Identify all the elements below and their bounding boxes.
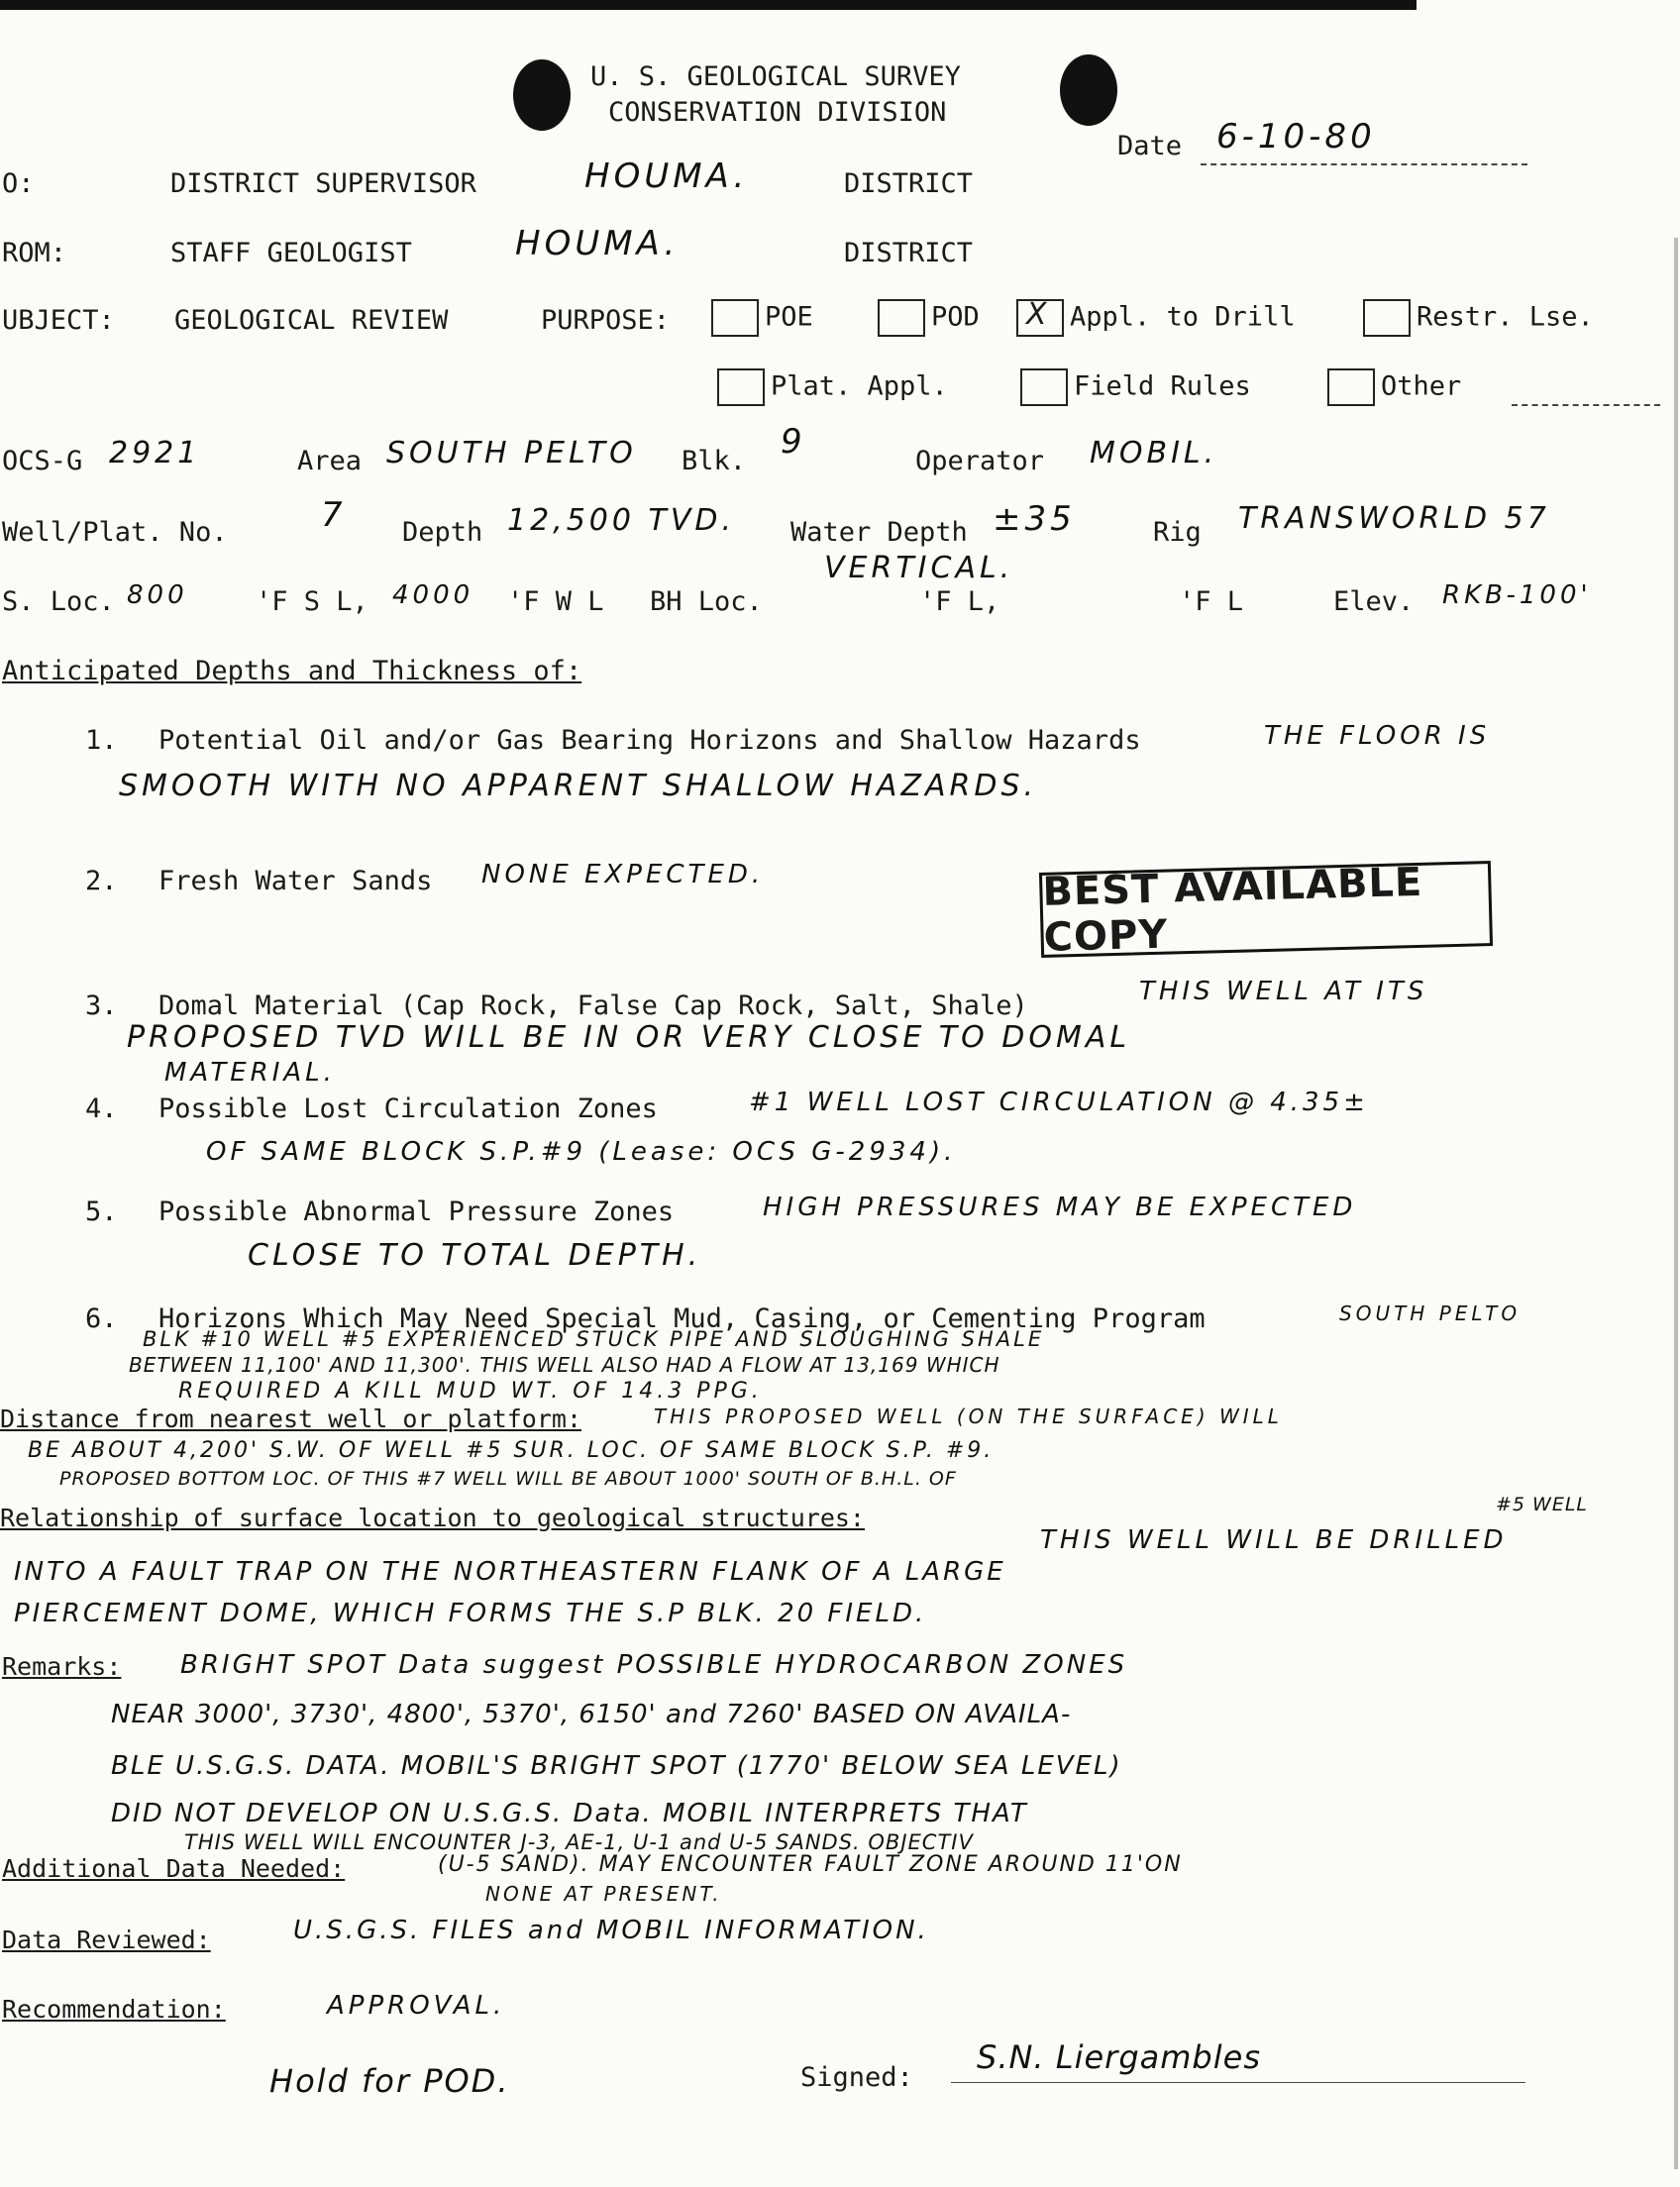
item-4-answer: OF SAME BLOCK S.P.#9 (Lease: OCS G-2934). [206,1137,957,1167]
anticipated-heading: Anticipated Depths and Thickness of: [2,656,582,686]
elev-value: RKB-100' [1442,580,1592,610]
distance-answer: BE ABOUT 4,200' S.W. OF WELL #5 SUR. LOC. OF SAME BLOCK S.P. #9. [28,1438,995,1463]
checkbox-pod[interactable] [878,299,925,337]
date-line [1201,163,1527,165]
item-3-answer-2: MATERIAL. [164,1058,336,1088]
recommendation-label: Recommendation: [2,1995,226,2024]
relationship-label: Relationship of surface location to geological structures: [0,1504,865,1532]
fwl-value: 4000 [392,580,474,610]
remarks-label: Remarks: [2,1652,122,1681]
fsl-value: 800 [127,580,188,610]
elev-label: Elev. [1333,586,1415,617]
redaction-mark-left [513,59,571,131]
ocs-label: OCS-G [2,446,83,476]
checkbox-other[interactable] [1327,368,1375,406]
from-district-value: HOUMA. [515,224,680,263]
purpose-option-appl-drill[interactable]: X Appl. to Drill [1010,299,1296,337]
checkbox-restr-lse[interactable] [1363,299,1411,337]
well-label: Well/Plat. No. [2,517,228,548]
fsl-label: 'F S L, [256,586,368,617]
item-2-answer-inline: NONE EXPECTED. [481,860,765,889]
item-2-label: Fresh Water Sands [158,866,433,896]
purpose-label: PURPOSE: [541,305,671,336]
signature: S.N. Liergambles [977,2038,1261,2076]
other-line [1512,404,1660,406]
from-role: STAFF GEOLOGIST [170,238,412,268]
from-district-label: DISTRICT [844,238,974,268]
item-4-answer-inline: #1 WELL LOST CIRCULATION @ 4.35± [749,1088,1369,1117]
item-6-number: 6. [85,1303,118,1334]
to-label: O: [2,168,35,199]
remarks-line-2: NEAR 3000', 3730', 4800', 5370', 6150' and 7260' BASED ON AVAILA- [111,1700,1072,1729]
item-1-number: 1. [85,725,118,756]
item-6-label: Horizons Which May Need Special Mud, Casing, or Cementing Program [158,1303,1206,1334]
operator-label: Operator [915,446,1045,476]
remarks-line-3: BLE U.S.G.S. DATA. MOBIL'S BRIGHT SPOT (1770' BELOW SEA LEVEL) [111,1751,1122,1781]
depth-label: Depth [402,517,483,548]
scan-right-edge [1674,238,1678,2169]
relationship-answer-inline: THIS WELL WILL BE DRILLED [1040,1525,1508,1555]
blk-label: Blk. [682,446,747,476]
blk-value: 9 [781,422,806,462]
rig-value: TRANSWORLD 57 [1238,501,1550,536]
depth-value: 12,500 TVD. [507,503,735,538]
distance-answer-inline: THIS PROPOSED WELL (ON THE SURFACE) WILL [654,1405,1283,1428]
item-3-number: 3. [85,990,118,1021]
purpose-option-restr-lse[interactable]: Restr. Lse. [1357,299,1594,337]
bh-f1-label: 'F L, [919,586,1000,617]
distance-answer-3: #5 WELL [1496,1494,1589,1515]
purpose-option-pod[interactable]: POD [872,299,980,337]
remarks-line-4: DID NOT DEVELOP ON U.S.G.S. Data. MOBIL INTERPRETS THAT [111,1799,1028,1828]
date-value: 6-10-80 [1216,117,1376,156]
to-role: DISTRICT SUPERVISOR [170,168,476,199]
area-label: Area [297,446,363,476]
to-district-label: DISTRICT [844,168,974,199]
rig-label: Rig [1153,517,1202,548]
purpose-option-poe[interactable]: POE [705,299,813,337]
item-2-number: 2. [85,866,118,896]
ocs-value: 2921 [109,436,201,470]
relationship-answer: INTO A FAULT TRAP ON THE NORTHEASTERN FLANK OF A LARGE [14,1557,1006,1587]
remarks-line-6: (U-5 SAND). MAY ENCOUNTER FAULT ZONE AROUND 11'ON [438,1852,1183,1877]
area-value: SOUTH PELTO [386,436,637,470]
bh-f2-label: 'F L [1179,586,1244,617]
purpose-option-field-rules[interactable]: Field Rules [1014,368,1251,406]
item-5-answer-inline: HIGH PRESSURES MAY BE EXPECTED [763,1193,1357,1222]
well-no-value: 7 [321,495,347,535]
surface-loc-label: S. Loc. [2,586,115,617]
relationship-answer-2: PIERCEMENT DOME, WHICH FORMS THE S.P BLK. 20 FIELD. [14,1599,927,1628]
item-1-answer-inline: THE FLOOR IS [1264,721,1491,751]
purpose-option-plat-appl[interactable]: Plat. Appl. [711,368,948,406]
item-5-number: 5. [85,1197,118,1227]
data-reviewed-label: Data Reviewed: [2,1926,211,1954]
bh-loc-label: BH Loc. [650,586,763,617]
remarks-line-1: BRIGHT SPOT Data suggest POSSIBLE HYDROCARBON ZONES [180,1650,1128,1680]
subject-label: UBJECT: [2,305,115,336]
additional-label: Additional Data Needed: [2,1854,346,1883]
recommendation-note: Hold for POD. [269,2062,510,2100]
item-1-answer: SMOOTH WITH NO APPARENT SHALLOW HAZARDS. [119,769,1038,803]
best-available-copy-stamp: BEST AVAILABLE COPY [1039,861,1493,958]
bh-loc-value: VERTICAL. [824,551,1014,585]
item-1-label: Potential Oil and/or Gas Bearing Horizons and Shallow Hazards [158,725,1141,756]
item-6-answer-3: REQUIRED A KILL MUD WT. OF 14.3 PPG. [178,1379,763,1404]
checkbox-plat-appl[interactable] [717,368,765,406]
item-3-answer-inline: THIS WELL AT ITS [1139,977,1428,1006]
item-5-answer: CLOSE TO TOTAL DEPTH. [248,1238,702,1273]
additional-answer: NONE AT PRESENT. [485,1882,722,1906]
item-3-label: Domal Material (Cap Rock, False Cap Rock, Salt, Shale) [158,990,1028,1021]
from-label: ROM: [2,238,67,268]
purpose-option-other[interactable]: Other [1321,368,1461,406]
redaction-mark-right [1060,54,1117,126]
scan-top-edge [0,0,1417,10]
subject-value: GEOLOGICAL REVIEW [174,305,449,336]
checkbox-poe[interactable] [711,299,759,337]
to-district-value: HOUMA. [584,156,749,196]
item-6-answer-inline: SOUTH PELTO [1339,1302,1522,1325]
remarks-line-5: THIS WELL WILL ENCOUNTER J-3, AE-1, U-1 and U-5 SANDS. OBJECTIV [184,1830,974,1854]
item-5-label: Possible Abnormal Pressure Zones [158,1197,675,1227]
item-3-answer: PROPOSED TVD WILL BE IN OR VERY CLOSE TO DOMAL [127,1020,1131,1055]
item-6-answer: BLK #10 WELL #5 EXPERIENCED STUCK PIPE AND SLOUGHING SHALE [143,1327,1045,1351]
agency-title: U. S. GEOLOGICAL SURVEY [590,61,961,92]
division-title: CONSERVATION DIVISION [608,97,947,128]
operator-value: MOBIL. [1090,436,1218,470]
signature-line [951,2082,1525,2083]
distance-label: Distance from nearest well or platform: [0,1405,581,1433]
item-4-number: 4. [85,1094,118,1124]
water-depth-label: Water Depth [790,517,968,548]
item-6-answer-2: BETWEEN 11,100' AND 11,300'. THIS WELL ALSO HAD A FLOW AT 13,169 WHICH [129,1353,1000,1377]
checkbox-field-rules[interactable] [1020,368,1068,406]
fwl-label: 'F W L [507,586,604,617]
date-label: Date [1117,131,1183,161]
signed-label: Signed: [800,2062,913,2093]
checkbox-appl-drill[interactable] [1016,299,1064,337]
recommendation-answer: APPROVAL. [327,1991,506,2021]
item-4-label: Possible Lost Circulation Zones [158,1094,658,1124]
distance-answer-2: PROPOSED BOTTOM LOC. OF THIS #7 WELL WILL BE ABOUT 1000' SOUTH OF B.H.L. OF [59,1468,957,1490]
data-reviewed-answer: U.S.G.S. FILES and MOBIL INFORMATION. [293,1916,929,1945]
water-depth-value: ±35 [993,499,1076,539]
